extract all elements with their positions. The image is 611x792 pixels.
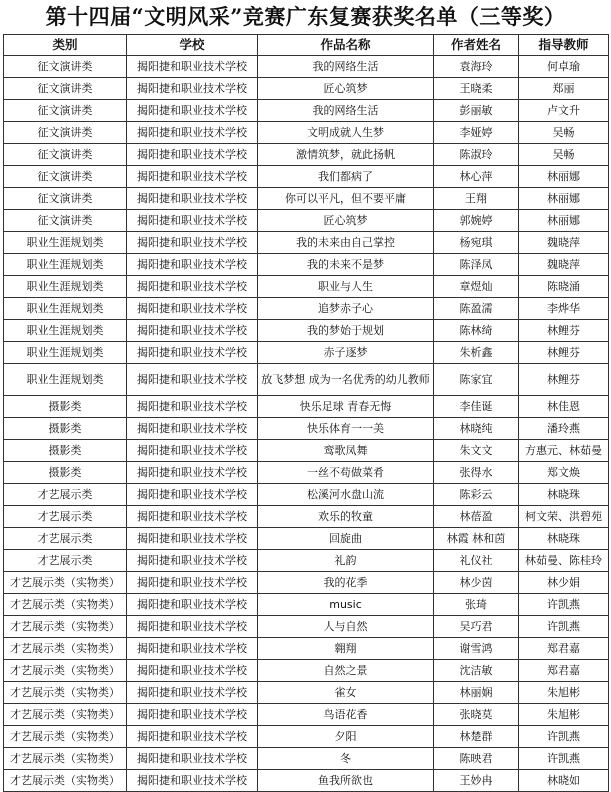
cell-school: 揭阳捷和职业技术学校: [127, 144, 258, 166]
cell-work: 鱼我所欲也: [258, 770, 434, 792]
table-row: [4, 770, 609, 792]
table-row: [4, 748, 609, 770]
cell-author: 郭婉婷: [434, 210, 519, 232]
cell-author: 林蓓盈: [434, 506, 519, 528]
cell-work: 翱翔: [258, 638, 434, 660]
cell-category: 职业生涯规划类: [4, 276, 127, 298]
cell-work: 你可以平凡，但不要平庸: [258, 188, 434, 210]
cell-category: 职业生涯规划类: [4, 320, 127, 342]
cell-work: 我的未来不是梦: [258, 254, 434, 276]
cell-category: 才艺展示类: [4, 506, 127, 528]
table-row: [4, 616, 609, 638]
cell-work: 欢乐的牧童: [258, 506, 434, 528]
cell-category: 才艺展示类（实物类）: [4, 594, 127, 616]
cell-author: 陈林绮: [434, 320, 519, 342]
cell-author: 陈家宜: [434, 364, 519, 396]
cell-category: 征文演讲类: [4, 166, 127, 188]
table-row: [4, 122, 609, 144]
cell-category: 职业生涯规划类: [4, 364, 127, 396]
cell-school: 揭阳捷和职业技术学校: [127, 342, 258, 364]
cell-work: 鸾歌凤舞: [258, 440, 434, 462]
cell-teacher: 林丽娜: [519, 210, 609, 232]
cell-author: 林心萍: [434, 166, 519, 188]
cell-school: 揭阳捷和职业技术学校: [127, 704, 258, 726]
cell-author: 杨宛琪: [434, 232, 519, 254]
cell-author: 谢雪鸿: [434, 638, 519, 660]
cell-category: 才艺展示类: [4, 484, 127, 506]
cell-work: 激情筑梦，就此扬帆: [258, 144, 434, 166]
cell-author: 陈淑玲: [434, 144, 519, 166]
cell-category: 才艺展示类（实物类）: [4, 770, 127, 792]
cell-school: 揭阳捷和职业技术学校: [127, 616, 258, 638]
cell-author: 袁海玲: [434, 56, 519, 78]
cell-teacher: 郑文焕: [519, 462, 609, 484]
cell-teacher: 林茹曼、陈桂玲: [519, 550, 609, 572]
cell-author: 李佳诞: [434, 396, 519, 418]
cell-category: 才艺展示类: [4, 550, 127, 572]
cell-school: 揭阳捷和职业技术学校: [127, 364, 258, 396]
table-row: [4, 440, 609, 462]
cell-teacher: 潘玲燕: [519, 418, 609, 440]
cell-school: 揭阳捷和职业技术学校: [127, 682, 258, 704]
cell-teacher: 魏晓萍: [519, 232, 609, 254]
cell-teacher: 朱旭彬: [519, 682, 609, 704]
cell-teacher: 卢文升: [519, 100, 609, 122]
table-row: [4, 462, 609, 484]
cell-school: 揭阳捷和职业技术学校: [127, 440, 258, 462]
table-row: [4, 254, 609, 276]
cell-school: 揭阳捷和职业技术学校: [127, 748, 258, 770]
cell-work: 赤子逐梦: [258, 342, 434, 364]
cell-work: 自然之景: [258, 660, 434, 682]
cell-school: 揭阳捷和职业技术学校: [127, 726, 258, 748]
table-row: [4, 78, 609, 100]
page-title: 第十四届“文明风采”竞赛广东复赛获奖名单（三等奖）: [45, 4, 566, 29]
cell-work: 文明成就人生梦: [258, 122, 434, 144]
table-row: [4, 232, 609, 254]
cell-teacher: 林鲤芬: [519, 342, 609, 364]
cell-category: 摄影类: [4, 418, 127, 440]
cell-teacher: 郑君嘉: [519, 660, 609, 682]
cell-school: 揭阳捷和职业技术学校: [127, 188, 258, 210]
cell-category: 才艺展示类（实物类）: [4, 638, 127, 660]
cell-author: 彭丽敏: [434, 100, 519, 122]
cell-work: 我的未来由自己掌控: [258, 232, 434, 254]
cell-category: 才艺展示类（实物类）: [4, 748, 127, 770]
cell-work: 一丝不苟做菜肴: [258, 462, 434, 484]
cell-category: 摄影类: [4, 462, 127, 484]
cell-work: 匠心筑梦: [258, 210, 434, 232]
cell-school: 揭阳捷和职业技术学校: [127, 638, 258, 660]
cell-work: 我的网络生活: [258, 56, 434, 78]
cell-school: 揭阳捷和职业技术学校: [127, 506, 258, 528]
cell-school: 揭阳捷和职业技术学校: [127, 462, 258, 484]
cell-school: 揭阳捷和职业技术学校: [127, 56, 258, 78]
cell-category: 征文演讲类: [4, 188, 127, 210]
cell-work: 职业与人生: [258, 276, 434, 298]
cell-teacher: 李烨华: [519, 298, 609, 320]
cell-category: 才艺展示类（实物类）: [4, 572, 127, 594]
cell-author: 朱析鑫: [434, 342, 519, 364]
cell-teacher: 吴畅: [519, 144, 609, 166]
table-row: [4, 166, 609, 188]
cell-teacher: 魏晓萍: [519, 254, 609, 276]
cell-teacher: 林鲤芬: [519, 320, 609, 342]
cell-school: 揭阳捷和职业技术学校: [127, 298, 258, 320]
table-row: [4, 484, 609, 506]
column-header-work: 作品名称: [258, 35, 434, 56]
table-row: [4, 56, 609, 78]
cell-category: 职业生涯规划类: [4, 342, 127, 364]
table-row: [4, 528, 609, 550]
cell-work: 我们都病了: [258, 166, 434, 188]
cell-work: 快乐体育一一美: [258, 418, 434, 440]
table-row: [4, 396, 609, 418]
cell-school: 揭阳捷和职业技术学校: [127, 210, 258, 232]
cell-teacher: 许凯燕: [519, 616, 609, 638]
cell-author: 陈泽凤: [434, 254, 519, 276]
cell-author: 林少茵: [434, 572, 519, 594]
cell-category: 才艺展示类（实物类）: [4, 660, 127, 682]
cell-category: 征文演讲类: [4, 144, 127, 166]
cell-teacher: 林佳恩: [519, 396, 609, 418]
cell-work: 回旋曲: [258, 528, 434, 550]
cell-author: 林晓纯: [434, 418, 519, 440]
cell-teacher: 林鲤芬: [519, 364, 609, 396]
table-row: [4, 342, 609, 364]
cell-teacher: 林丽娜: [519, 188, 609, 210]
cell-school: 揭阳捷和职业技术学校: [127, 418, 258, 440]
table-row: [4, 660, 609, 682]
cell-author: 林丽娴: [434, 682, 519, 704]
cell-author: 陈映君: [434, 748, 519, 770]
cell-author: 礼仪社: [434, 550, 519, 572]
column-header-author: 作者姓名: [434, 35, 519, 56]
cell-category: 才艺展示类: [4, 528, 127, 550]
cell-category: 征文演讲类: [4, 78, 127, 100]
cell-author: 张琦: [434, 594, 519, 616]
cell-work: music: [258, 594, 434, 616]
table-row: [4, 320, 609, 342]
cell-work: 夕阳: [258, 726, 434, 748]
table-body: [4, 56, 609, 792]
table-row: [4, 506, 609, 528]
table-row: [4, 276, 609, 298]
cell-author: 吴巧君: [434, 616, 519, 638]
cell-author: 王晓柔: [434, 78, 519, 100]
table-row: [4, 726, 609, 748]
cell-category: 才艺展示类（实物类）: [4, 726, 127, 748]
cell-school: 揭阳捷和职业技术学校: [127, 122, 258, 144]
cell-work: 我的花季: [258, 572, 434, 594]
cell-teacher: 许凯燕: [519, 594, 609, 616]
cell-work: 我的网络生活: [258, 100, 434, 122]
table-row: [4, 210, 609, 232]
table-header-row: [4, 35, 609, 56]
cell-school: 揭阳捷和职业技术学校: [127, 100, 258, 122]
cell-author: 沈洁敏: [434, 660, 519, 682]
cell-category: 征文演讲类: [4, 56, 127, 78]
table-row: [4, 638, 609, 660]
cell-teacher: 吴畅: [519, 122, 609, 144]
cell-category: 才艺展示类（实物类）: [4, 616, 127, 638]
table-row: [4, 298, 609, 320]
column-header-school: 学校: [127, 35, 258, 56]
cell-author: 陈彩云: [434, 484, 519, 506]
cell-school: 揭阳捷和职业技术学校: [127, 254, 258, 276]
cell-work: 松溪河水盘山流: [258, 484, 434, 506]
cell-school: 揭阳捷和职业技术学校: [127, 660, 258, 682]
cell-school: 揭阳捷和职业技术学校: [127, 770, 258, 792]
table-row: [4, 704, 609, 726]
cell-teacher: 林丽娜: [519, 166, 609, 188]
cell-category: 职业生涯规划类: [4, 232, 127, 254]
cell-work: 快乐足球 青春无悔: [258, 396, 434, 418]
award-table: [3, 34, 609, 792]
cell-teacher: 陈晓涌: [519, 276, 609, 298]
table-row: [4, 550, 609, 572]
cell-teacher: 许凯燕: [519, 726, 609, 748]
cell-author: 朱文文: [434, 440, 519, 462]
cell-school: 揭阳捷和职业技术学校: [127, 276, 258, 298]
cell-author: 张晓莫: [434, 704, 519, 726]
cell-school: 揭阳捷和职业技术学校: [127, 528, 258, 550]
cell-category: 摄影类: [4, 440, 127, 462]
table-row: [4, 418, 609, 440]
cell-teacher: 林晓珠: [519, 484, 609, 506]
cell-category: 征文演讲类: [4, 122, 127, 144]
cell-work: 人与自然: [258, 616, 434, 638]
cell-school: 揭阳捷和职业技术学校: [127, 594, 258, 616]
cell-work: 礼韵: [258, 550, 434, 572]
cell-author: 李娅婷: [434, 122, 519, 144]
column-header-category: 类别: [4, 35, 127, 56]
cell-teacher: 郑丽: [519, 78, 609, 100]
cell-category: 职业生涯规划类: [4, 298, 127, 320]
cell-author: 陈盈濡: [434, 298, 519, 320]
cell-category: 才艺展示类（实物类）: [4, 682, 127, 704]
cell-teacher: 林晓珠: [519, 528, 609, 550]
column-header-teacher: 指导教师: [519, 35, 609, 56]
cell-school: 揭阳捷和职业技术学校: [127, 572, 258, 594]
cell-school: 揭阳捷和职业技术学校: [127, 396, 258, 418]
cell-teacher: 许凯燕: [519, 748, 609, 770]
cell-school: 揭阳捷和职业技术学校: [127, 484, 258, 506]
cell-teacher: 方惠元、林茹曼: [519, 440, 609, 462]
cell-category: 摄影类: [4, 396, 127, 418]
cell-work: 追梦赤子心: [258, 298, 434, 320]
cell-teacher: 郑君嘉: [519, 638, 609, 660]
cell-author: 林霞 林和茵: [434, 528, 519, 550]
cell-author: 王妙冉: [434, 770, 519, 792]
cell-work: 鸟语花香: [258, 704, 434, 726]
cell-teacher: 朱旭彬: [519, 704, 609, 726]
table-row: [4, 364, 609, 396]
cell-work: 我的梦始于规划: [258, 320, 434, 342]
cell-work: 雀女: [258, 682, 434, 704]
cell-work: 匠心筑梦: [258, 78, 434, 100]
cell-category: 征文演讲类: [4, 210, 127, 232]
table-row: [4, 572, 609, 594]
cell-category: 征文演讲类: [4, 100, 127, 122]
table-row: [4, 188, 609, 210]
table-row: [4, 594, 609, 616]
cell-school: 揭阳捷和职业技术学校: [127, 166, 258, 188]
cell-school: 揭阳捷和职业技术学校: [127, 232, 258, 254]
cell-author: 章煜灿: [434, 276, 519, 298]
cell-author: 林楚群: [434, 726, 519, 748]
table-row: [4, 144, 609, 166]
cell-category: 才艺展示类（实物类）: [4, 704, 127, 726]
cell-work: 放飞梦想 成为一名优秀的幼儿教师: [258, 364, 434, 396]
cell-teacher: 林晓如: [519, 770, 609, 792]
cell-school: 揭阳捷和职业技术学校: [127, 78, 258, 100]
cell-category: 职业生涯规划类: [4, 254, 127, 276]
cell-teacher: 何卓瑜: [519, 56, 609, 78]
cell-school: 揭阳捷和职业技术学校: [127, 320, 258, 342]
cell-work: 冬: [258, 748, 434, 770]
cell-author: 王翔: [434, 188, 519, 210]
cell-school: 揭阳捷和职业技术学校: [127, 550, 258, 572]
cell-teacher: 柯文荣、洪碧苑: [519, 506, 609, 528]
table-row: [4, 100, 609, 122]
cell-teacher: 林少娟: [519, 572, 609, 594]
table-row: [4, 682, 609, 704]
cell-author: 张得水: [434, 462, 519, 484]
